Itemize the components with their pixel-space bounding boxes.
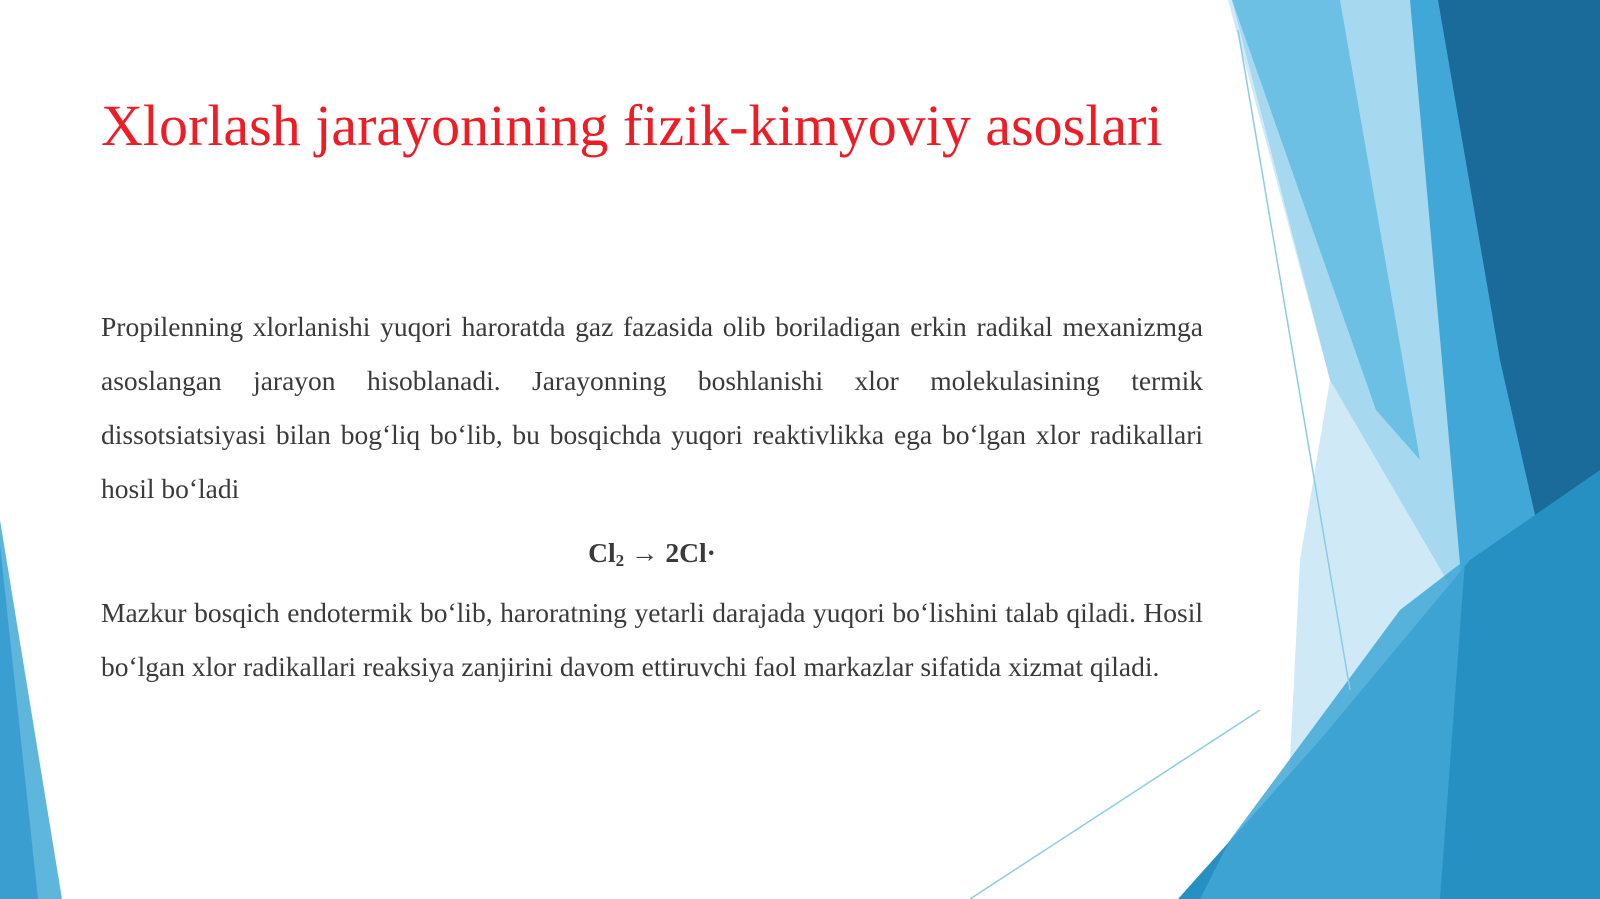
slide-body [101,300,1203,694]
paragraph-intro: Propilenning xlorlanishi yuqori haroratda gaz fazasida olib boriladigan erkin radikal mexanizmga asoslangan jarayon hisoblanadi. Jarayonning boshlanishi xlor molekulasining termik dissotsiatsiyasi bilan bog‘liq bo‘lib, bu bosqichda yuqori reaktivlikka ega bo‘lgan xlor radikallari hosil bo‘ladi [101,311,1203,504]
equation-reactant-subscript: 2 [615,551,625,570]
equation-arrow: → [624,537,666,568]
paragraph-explanation: Mazkur bosqich endotermik bo‘lib, haroratning yetarli darajada yuqori bo‘lishini talab qiladi. Hosil bo‘lgan xlor radikallari reaksiya zanjirini davom ettiruvchi faol markazlar sifatida xizmat qiladi. [101,597,1203,682]
chemical-equation [101,531,1203,575]
equation-reactant: Cl [588,537,616,568]
equation-product: 2Cl· [665,537,716,568]
slide-title: Xlorlash jarayonining fizik-kimyoviy asoslari [101,93,1163,158]
